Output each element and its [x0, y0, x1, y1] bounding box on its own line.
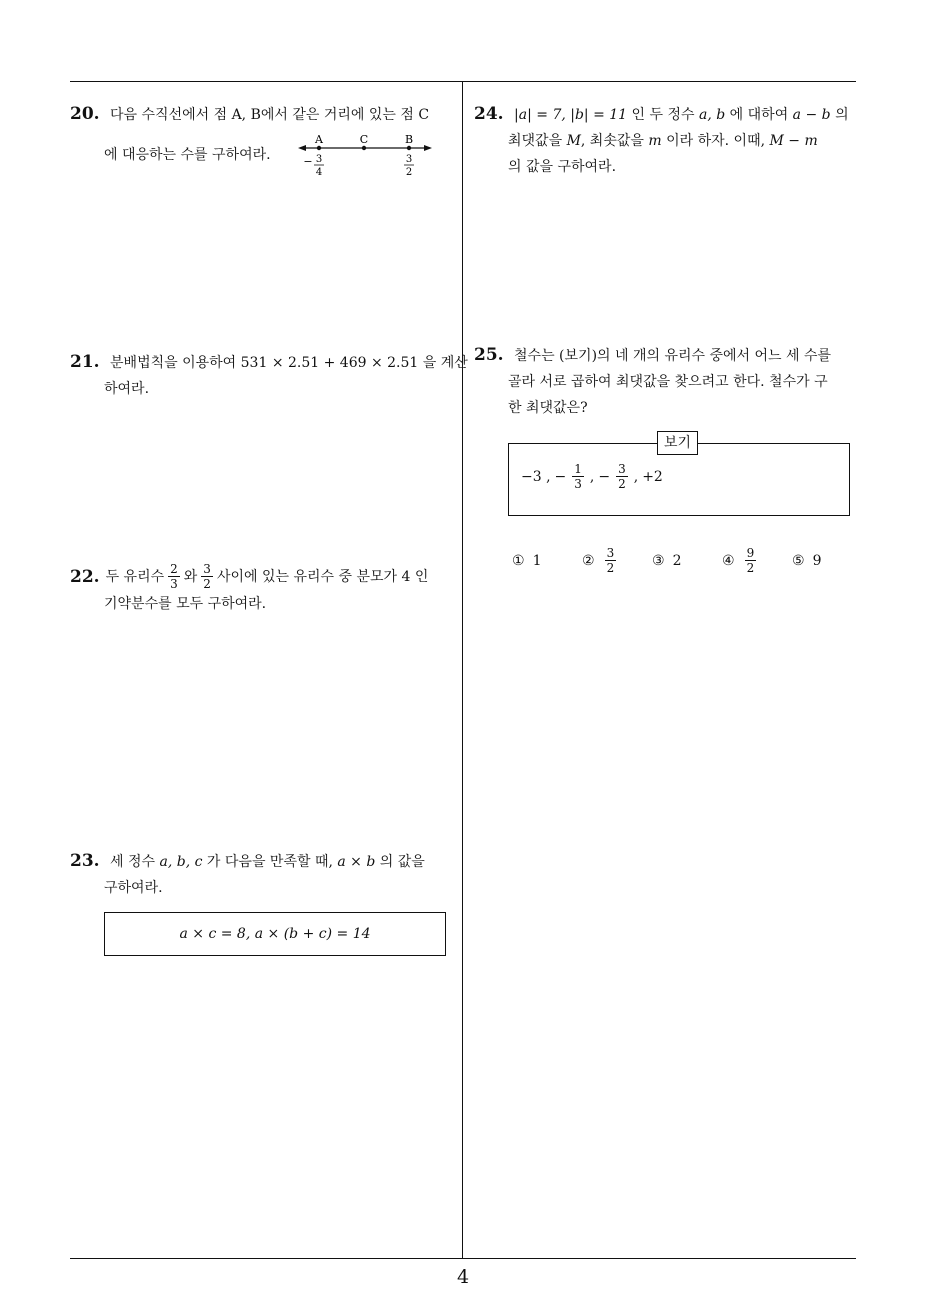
question-expr: M − m	[769, 133, 818, 149]
question-text-mid: 와	[183, 568, 198, 585]
fraction-1-numerator: 2	[170, 562, 178, 576]
min-symbol: m	[648, 133, 662, 149]
answer-choices	[512, 546, 862, 575]
column-divider	[462, 81, 463, 1258]
b-denominator: 2	[405, 167, 413, 178]
item-3-denominator: 2	[618, 477, 626, 491]
label-c: C	[359, 133, 369, 146]
example-box	[508, 435, 850, 516]
question-number: 23.	[70, 851, 100, 871]
question-text-post: 사이에 있는 유리수 중 분모가 4 인	[216, 568, 429, 585]
choice-5-value: 9	[812, 552, 822, 569]
fraction-1	[168, 562, 180, 591]
question-text-pre: 세 정수	[110, 854, 156, 870]
question-text: 철수는 (보기)의 네 개의 유리수 중에서 어느 세 수를	[514, 348, 832, 364]
question-23	[70, 848, 460, 901]
choice-4-numerator: 9	[746, 546, 755, 560]
choice-3-mark: ③	[652, 552, 665, 569]
choice-3[interactable]	[652, 553, 722, 569]
item-4: +2	[642, 468, 663, 485]
page-number: 4	[456, 1266, 470, 1288]
question-text-line2: 기약분수를 모두 구하여라.	[104, 596, 267, 612]
choice-1-mark: ①	[512, 552, 525, 569]
fraction-2-denominator: 2	[203, 577, 211, 591]
item-separator: ,	[633, 468, 639, 485]
choice-2-denominator: 2	[606, 561, 615, 575]
question-text-part: 이라 하자. 이때,	[666, 133, 766, 149]
choice-4[interactable]	[722, 546, 792, 575]
item-2-fraction	[572, 462, 584, 491]
question-text-part: , 최솟값을	[580, 133, 644, 149]
point-a	[317, 146, 321, 150]
choice-4-fraction	[745, 546, 757, 575]
item-separator: ,	[589, 468, 595, 485]
choice-1-value: 1	[532, 552, 542, 569]
question-text-part: 의	[835, 107, 849, 123]
question-text-line2: 하여라.	[104, 381, 150, 397]
item-2-sign: −	[554, 468, 567, 485]
arrow-right-icon	[424, 145, 432, 151]
label-b: B	[404, 133, 414, 146]
choice-5-mark: ⑤	[792, 552, 805, 569]
question-number: 25.	[474, 345, 504, 365]
item-1: −3 ,	[521, 468, 551, 485]
fraction-2	[201, 562, 213, 591]
choice-1[interactable]	[512, 553, 582, 569]
question-25	[474, 342, 864, 421]
choice-4-denominator: 2	[746, 561, 755, 575]
question-text-part: 인 두 정수	[631, 107, 695, 123]
question-text-mid: 가 다음을 만족할 때,	[206, 854, 333, 870]
question-text-line2: 구하여라.	[104, 880, 163, 896]
question-text-line3: 한 최댓값은?	[508, 400, 588, 416]
question-vars: a, b	[699, 107, 726, 123]
question-text: 다음 수직선에서 점 A, B에서 같은 거리에 있는 점 C	[110, 107, 430, 123]
max-symbol: M	[566, 133, 581, 149]
item-3-fraction	[616, 462, 628, 491]
question-text-line2: 에 대응하는 수를 구하여라.	[104, 147, 271, 163]
question-text-line2: 골라 서로 곱하여 최댓값을 찾으려고 한다. 철수가 구	[508, 374, 828, 390]
question-expr: a × b	[337, 854, 376, 870]
label-a: A	[315, 133, 323, 146]
example-box-title: 보기	[657, 431, 698, 455]
point-b	[407, 146, 411, 150]
number-line	[296, 130, 436, 180]
b-numerator: 3	[405, 154, 413, 165]
question-text-part: 에 대하여	[729, 107, 789, 123]
choice-2-numerator: 3	[606, 546, 615, 560]
a-sign: −	[303, 155, 313, 168]
example-items	[521, 462, 663, 491]
abs-values: |a| = 7, |b| = 11	[514, 107, 628, 123]
question-text-post: 의 값을	[379, 854, 425, 870]
question-text-pre: 두 유리수	[105, 568, 165, 585]
a-denominator: 4	[315, 167, 323, 178]
question-text-part: 최댓값을	[508, 133, 563, 149]
condition-text: a × c = 8, a × (b + c) = 14	[179, 926, 371, 942]
fraction-1-denominator: 3	[170, 577, 178, 591]
question-22	[70, 562, 460, 617]
top-rule	[70, 81, 856, 82]
item-2-denominator: 3	[574, 477, 582, 491]
item-2-numerator: 1	[574, 462, 582, 476]
point-c	[362, 146, 366, 150]
condition-box	[104, 912, 446, 956]
question-number: 24.	[474, 104, 504, 124]
choice-2-mark: ②	[582, 552, 595, 569]
choice-2-fraction	[605, 546, 617, 575]
choice-5[interactable]	[792, 553, 862, 569]
a-numerator: 3	[315, 154, 323, 165]
question-number: 22.	[70, 566, 100, 587]
question-expr: a − b	[792, 107, 831, 123]
choice-4-mark: ④	[722, 552, 735, 569]
question-text: 분배법칙을 이용하여 531 × 2.51 + 469 × 2.51 을 계산	[110, 355, 468, 371]
bottom-rule	[70, 1258, 856, 1259]
fraction-2-numerator: 3	[203, 562, 211, 576]
item-3-sign: −	[598, 468, 611, 485]
choice-3-value: 2	[672, 552, 682, 569]
question-number: 20.	[70, 104, 100, 124]
arrow-left-icon	[298, 145, 306, 151]
question-24	[474, 101, 864, 180]
question-number: 21.	[70, 352, 100, 372]
choice-2[interactable]	[582, 546, 652, 575]
question-vars: a, b, c	[159, 854, 203, 870]
item-3-numerator: 3	[618, 462, 626, 476]
question-text-line3: 의 값을 구하여라.	[508, 159, 617, 175]
question-21	[70, 349, 468, 402]
